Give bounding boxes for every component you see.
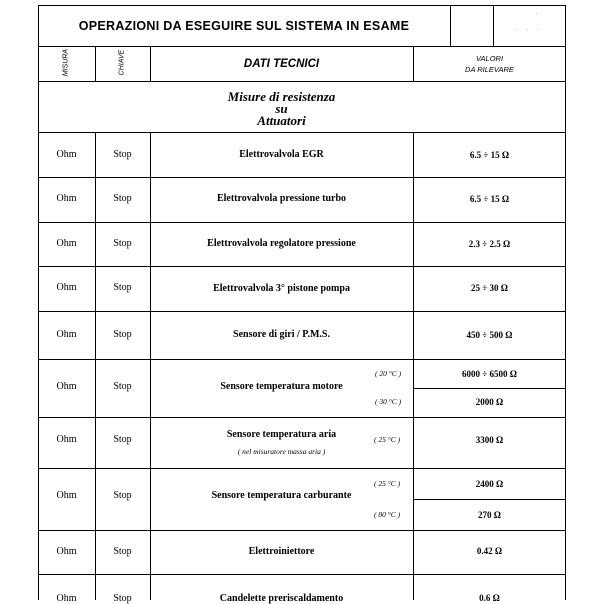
scan-mark: . bbox=[536, 10, 538, 16]
row-separator bbox=[38, 311, 566, 312]
value-sub-separator bbox=[413, 388, 566, 389]
row-chiave: Stop bbox=[113, 546, 132, 557]
row-component-name: Elettrovalvola regolatore pressione bbox=[207, 238, 356, 249]
row-misura: Ohm bbox=[56, 193, 77, 204]
row-component-name: Elettrovalvola 3° pistone pompa bbox=[213, 283, 350, 294]
section-title-line1: Misure di resistenza bbox=[227, 89, 336, 104]
title-row-bottom bbox=[38, 46, 566, 47]
row-misura: Ohm bbox=[56, 546, 77, 557]
row-component-name: Sensore temperatura motore bbox=[220, 381, 343, 392]
row-value-1: 6000 ÷ 6500 Ω bbox=[462, 369, 517, 379]
row-temperature: ( 25 °C ) bbox=[374, 435, 401, 444]
row-separator bbox=[38, 222, 566, 223]
row-misura: Ohm bbox=[56, 434, 77, 445]
row-value: 450 ÷ 500 Ω bbox=[466, 330, 513, 340]
table-border-top bbox=[38, 5, 566, 6]
row-chiave: Stop bbox=[113, 149, 132, 160]
col-header-da-rilevare: DA RILEVARE bbox=[465, 65, 514, 74]
header-row-bottom bbox=[38, 81, 566, 82]
row-value-2: 270 Ω bbox=[478, 510, 501, 520]
scan-mark: . . . bbox=[516, 26, 544, 32]
row-component-name: Elettrovalvola EGR bbox=[239, 149, 324, 160]
row-separator bbox=[38, 417, 566, 418]
row-value-1: 2400 Ω bbox=[475, 479, 504, 489]
row-misura: Ohm bbox=[56, 282, 77, 293]
row-misura: Ohm bbox=[56, 490, 77, 501]
row-value: 0.42 Ω bbox=[476, 546, 503, 556]
title-divider-2 bbox=[493, 5, 494, 46]
col-divider-3-head bbox=[413, 46, 414, 81]
page-title: OPERAZIONI DA ESEGUIRE SUL SISTEMA IN ESAME bbox=[78, 19, 410, 33]
row-separator bbox=[38, 177, 566, 178]
col-header-valori: VALORI bbox=[475, 54, 504, 63]
row-component-name: Sensore di giri / P.M.S. bbox=[233, 329, 330, 340]
row-chiave: Stop bbox=[113, 238, 132, 249]
row-chiave: Stop bbox=[113, 490, 132, 501]
row-temperature-2: ( 30 °C ) bbox=[375, 397, 402, 406]
row-chiave: Stop bbox=[113, 434, 132, 445]
row-value: 3300 Ω bbox=[475, 435, 504, 445]
col-header-dati-tecnici: DATI TECNICI bbox=[243, 58, 320, 70]
row-component-name: Elettroiniettore bbox=[248, 546, 315, 557]
row-misura: Ohm bbox=[56, 238, 77, 249]
section-title-line2: su bbox=[275, 101, 288, 116]
row-misura: Ohm bbox=[56, 593, 77, 604]
row-component-name: Candelette preriscaldamento bbox=[219, 593, 344, 604]
row-chiave: Stop bbox=[113, 329, 132, 340]
row-misura: Ohm bbox=[56, 149, 77, 160]
row-note: ( nel misuratore massa aria ) bbox=[237, 447, 326, 456]
row-value: 25 ÷ 30 Ω bbox=[471, 283, 508, 293]
table-border-left bbox=[38, 5, 39, 600]
row-separator bbox=[38, 468, 566, 469]
section-row-bottom bbox=[38, 132, 566, 133]
row-separator bbox=[38, 266, 566, 267]
row-component-name: Sensore temperatura aria bbox=[226, 429, 337, 440]
row-misura: Ohm bbox=[56, 381, 77, 392]
row-temperature-1: ( 25 °C ) bbox=[374, 479, 401, 488]
value-sub-separator bbox=[413, 499, 566, 500]
col-header-chiave: CHIAVE bbox=[118, 49, 126, 76]
row-separator bbox=[38, 574, 566, 575]
row-temperature-1: ( 20 °C ) bbox=[375, 369, 402, 378]
row-value: 6.5 ÷ 15 Ω bbox=[469, 194, 510, 204]
row-value: 6.5 ÷ 15 Ω bbox=[469, 150, 510, 160]
row-chiave: Stop bbox=[113, 381, 132, 392]
row-misura: Ohm bbox=[56, 329, 77, 340]
row-separator bbox=[38, 530, 566, 531]
row-component-name: Elettrovalvola pressione turbo bbox=[216, 193, 347, 204]
section-title-line3: Attuatori bbox=[257, 113, 306, 128]
row-separator bbox=[38, 359, 566, 360]
row-value: 0.6 Ω bbox=[479, 593, 500, 603]
row-value: 2.3 ÷ 2.5 Ω bbox=[468, 239, 511, 249]
col-header-misura: MISURA bbox=[62, 48, 70, 77]
title-divider-1 bbox=[450, 5, 451, 46]
col-divider-1-head bbox=[95, 46, 96, 81]
row-chiave: Stop bbox=[113, 193, 132, 204]
row-temperature-2: ( 80 °C ) bbox=[374, 510, 401, 519]
row-value-2: 2000 Ω bbox=[475, 397, 504, 407]
row-chiave: Stop bbox=[113, 593, 132, 604]
row-component-name: Sensore temperatura carburante bbox=[211, 490, 352, 501]
row-chiave: Stop bbox=[113, 282, 132, 293]
